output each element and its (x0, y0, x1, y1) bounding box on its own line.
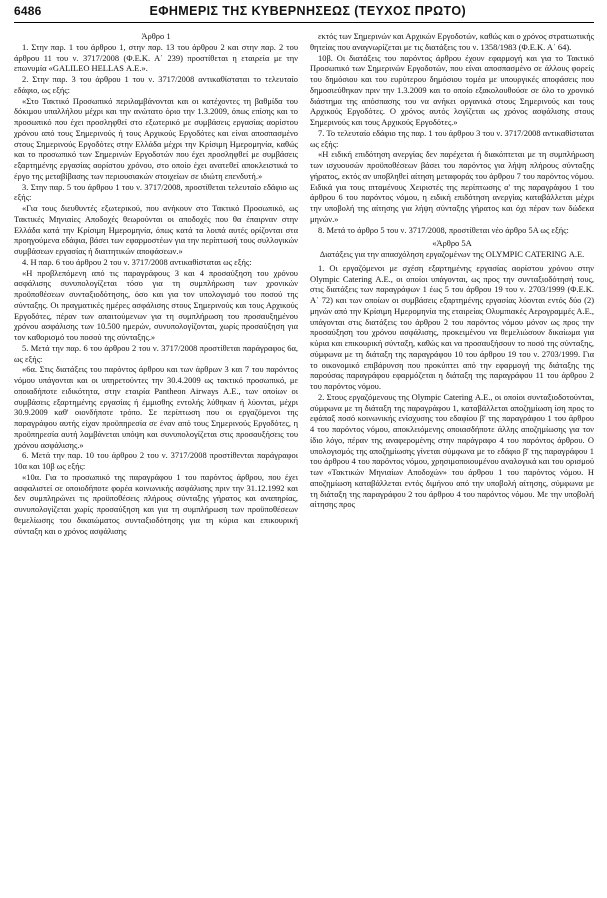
paragraph: «10α. Για το προσωπικό της παραγράφου 1 του παρόντος άρθρου, που έχει ασφαλιστεί σε οποιοδήποτε φορέα κοινωνικής ασφάλισης πριν την 31.12.1992 και δεν συμπληρώνει τις προϋποθέσεις πλήρους σύνταξης γήρατος και αναπηρίας, συνυπολογίζεται χωρίς προσαύξηση και για τη συμπλήρωση των προϋποθέσεων θεμελίωσης του δικαιώματος συνταξιοδότησης για τη κύρια και επικουρική σύνταξη και ο χρόνος ασφάλισης (14, 471, 298, 536)
left-column (14, 31, 298, 536)
paragraph: 6. Μετά την παρ. 10 του άρθρου 2 του ν. 3717/2008 προστίθενται παράγραφοι 10α και 10β ως εξής: (14, 450, 298, 471)
paragraph: 8. Μετά το άρθρο 5 του ν. 3717/2008, προστίθεται νέο άρθρο 5Α ως εξής: (318, 224, 569, 235)
article-5a-subtitle: Διατάξεις για την απασχόληση εργαζομένων της OLYMPIC CATERING Α.Ε. (319, 249, 585, 259)
gazette-title: ΕΦΗΜΕΡΙΣ ΤΗΣ ΚΥΒΕΡΝΗΣΕΩΣ (ΤΕΥΧΟΣ ΠΡΩΤΟ) (149, 4, 467, 18)
paragraph: «Για τους διευθυντές εξωτερικού, που ανήκουν στο Τακτικό Προσωπικό, ως Τακτικές Μηνιαίες Αποδοχές θεωρούνται οι αποδοχές που θα έπαιρναν στην Ελλάδα κατά την Κρίσιμη Ημερομηνία, όπως κατά τα λοιπά αυτές ορίζονται στα προηγούμενα εδάφια, βάσει των εφαρμοστέων για την περίπτωσή τους συλλογικών συμβάσεων εργασίας ή διαιτητικών αποφάσεων.» (14, 203, 298, 256)
paragraph: 5. Μετά την παρ. 6 του άρθρου 2 του ν. 3717/2008 προστίθεται παράγραφος 6α, ως εξής: (14, 342, 298, 364)
paragraph: «Η ειδική επιδότηση ανεργίας δεν παρέχεται ή διακόπτεται με τη συμπλήρωση των ισχυουσών προϋποθέσεων βάσει του παρόντος για λήψη πλήρους σύνταξης γήρατος, εκτός αν υποβληθεί αίτηση μεταφοράς του άρθρου 7 του παρόντος νόμου. Ειδικά για τους ιπταμένους Χειριστές της περίπτωσης α' της παραγράφου 1 του άρθρου 6 του παρόντος νόμου, η ειδική επιδότηση ανεργίας καταβάλλεται μέχρι την υποβολή της αίτησης για λήψη σύνταξης γήρατος και όχι πέραν των δώδεκα μηνών.» (310, 149, 594, 224)
paragraph: «Η προβλεπόμενη από τις παραγράφους 3 και 4 προσαύξηση του χρόνου ασφάλισης συνυπολογίζεται τόσο για τη συμπλήρωση των χρονικών προϋποθέσεων συνταξιοδότησης, όσο και για τον υπολογισμό του ποσού της σύνταξης. Οι πραγματικές ημέρες ασφάλισης στους Σημερινούς και τους Αρχικούς Εργοδότες, πέραν των απαιτούμενων για τη συμπλήρωση του προσαυξημένου χρόνου ασφάλισης των 10.500 ημερών, συνυπολογίζονται, χωρίς προσαύξηση για τον καθορισμό του ποσού της σύνταξης.» (14, 267, 298, 342)
page-number: 6486 (14, 4, 42, 18)
paragraph: «6α. Στις διατάξεις του παρόντος άρθρου και των άρθρων 3 και 7 του παρόντος νόμου υπάγονται και οι υπηρετούντες την 30.4.2009 ως τακτικό προσωπικό, με οποιαδήποτε ειδικότητα, στην εταιρία Pantheon Airways Α.Ε., των οποίων οι συμβάσεις εξαρτημένης εργασίας ή έμμισθης εντολής λύθηκαν ή λύονται, μέχρι 30.9.2009 καθ' οιονδήποτε τρόπο. Σε περίπτωση που οι εργαζόμενοι της παραγράφου αυτής είχαν προϋπηρεσία σε έναν από τους Σημερινούς Εργοδότες, η προϋπηρεσία αυτή λαμβάνεται υπόψη και συνυπολογίζεται στις προσαυξήσεις του χρόνου ασφάλισης.» (14, 364, 298, 450)
paragraph: εκτός των Σημερινών και Αρχικών Εργοδοτών, καθώς και ο χρόνος στρατιωτικής θητείας που αναγνωρίζεται με τις διατάξεις του ν. 1358/1983 (Φ.Ε.Κ. Α΄ 64). (310, 31, 594, 52)
paragraph: 2. Στην παρ. 3 του άρθρου 1 του ν. 3717/2008 αντικαθίσταται το τελευταίο εδάφιο, ως εξής: (14, 74, 298, 95)
article-heading: Άρθρο 1 (141, 31, 171, 41)
paragraph: 1. Στην παρ. 1 του άρθρου 1, στην παρ. 13 του άρθρου 2 και στην παρ. 2 του άρθρου 11 του ν. 3717/2008 (Φ.Ε.Κ. Α΄ 239) προστίθεται η εταιρεία με την επωνυμία «GALILEO HELLAS Α.Ε.». (14, 41, 298, 74)
paragraph: 1. Οι εργαζόμενοι με σχέση εξαρτημένης εργασίας αορίστου χρόνου στην Olympic Catering Α.Ε., οι οποίοι υπάγονται, ως προς την συνταξιοδότησή τους, στις διατάξεις των παραγράφων 1 έως 5 του άρθρου 19 του ν. 2703/1999 (Φ.Ε.Κ. Α΄ 72) και των οποίων οι συμβάσεις εξαρτημένης εργασίας λύονται εντός δύο (2) μηνών από την Κρίσιμη Ημερομηνία της εταιρείας Ολυμπιακές Αερογραμμές Α.Ε., υπάγονται στις διατάξεις του άρθρου 2 του παρόντος νόμου μόνον ως προς την προσαύξηση του χρόνου ασφάλισης, προκειμένου να θεμελιώσουν δικαίωμα για κύρια και επικουρική σύνταξη, καθώς και να προσαυξήσουν το ποσό της σύνταξης, σύμφωνα με τη διάταξη της παραγράφου 10 του άρθρου 19 του ν. 2703/1999. Για το οικονομικό επιβάρυνση που προκύπτει από την εφαρμογή της διάταξης της παρούσας παραγράφου εφαρμόζεται η διάταξη της παραγράφου 11 του άρθρου 2 του παρόντος νόμου. (310, 262, 594, 391)
paragraph: «Στο Τακτικό Προσωπικό περιλαμβάνονται και οι κατέχοντες τη βαθμίδα του δόκιμου υπαλλήλου μέχρι και την ανώτατο όριο την 1.3.2009, όπως επίσης και το προσωπικό που έχει προσληφθεί στο εξωτερικό με συμβάσεις εργασίας αορίστου χρόνου από τους Σημερινούς ή τους Αρχικούς Εργοδότες και είναι αποσπασμένο στους Σημερινούς Εργοδότες στην Ελλάδα μέχρι την Κρίσιμη Ημερομηνία, καθώς και το προσωπικό των Σημερινών Εργοδοτών που έχει προσληφθεί με συμβάσεις εξαρτημένης εργασίας αορίστου χρόνου, στο οποίο έχει ανατεθεί αποκλειστικά το έργο της μεταβίβασης των περιουσιακών στοιχείων σε ιδιώτη επενδυτή.» (14, 95, 298, 181)
paragraph: 10β. Οι διατάξεις του παρόντος άρθρου έχουν εφαρμογή και για το Τακτικό Προσωπικό των Σημερινών Εργοδοτών, που είναι αποσπασμένο σε άλλους φορείς του δημόσιου και του ευρύτερου δημόσιου τομέα με υπουργικές αποφάσεις που δημοσιεύθηκαν πριν την 1.3.2009 και το οποίο εξακολουθούσε σε όλο το χρονικό διάστημα της απόσπασης του να ανήκει οργανικά στους Σημερινούς και τους Αρχικούς Εργοδότες. Ο χρόνος αυτός λογίζεται ως χρόνος ασφάλισης στους Σημερινούς και τους Αρχικούς Εργοδότες.» (310, 52, 594, 127)
page-header (14, 4, 594, 23)
article-5a-heading: «Άρθρο 5Α (432, 238, 472, 249)
paragraph: 7. Το τελευταίο εδάφιο της παρ. 1 του άρθρου 3 του ν. 3717/2008 αντικαθίσταται ως εξής: (310, 127, 594, 149)
text-columns (14, 31, 594, 536)
paragraph: 3. Στην παρ. 5 του άρθρου 1 του ν. 3717/2008, προστίθεται τελευταίο εδάφιο ως εξής: (14, 181, 298, 203)
right-column (310, 31, 594, 536)
paragraph: 4. Η παρ. 6 του άρθρου 2 του ν. 3717/2008 αντικαθίσταται ως εξής: (22, 256, 252, 267)
paragraph: 2. Στους εργαζόμενους της Olympic Catering Α.Ε., οι οποίοι συνταξιοδοτούνται, σύμφωνα με τη διάταξη της παραγράφου 1, καταβάλλεται αποζημίωση ίση προς το εφάπαξ ποσό κοινωνικής ενίσχυσης του εδαφίου β' της παραγράφου 1 του άρθρου 4 του παρόντος νόμου, αποκλειόμενης οποιασδήποτε άλλης αποζημίωσης για τον ίδιο λόγο, πέραν της αναφερομένης στην παράγραφο 4 του παρόντος άρθρου. Ο υπολογισμός της αποζημίωσης γίνεται σύμφωνα με το εδάφιο β' της παραγράφου 1 του άρθρου 4 του παρόντος νόμου, χρησιμοποιουμένου αναλογικά και του ορισμού των «Τακτικών Μηνιαίων Αποδοχών» του άρθρου 1 του παρόντος νόμου. Η αποζημίωση καταβάλλεται εντός διμήνου από την υποβολή αίτησης, σύμφωνα με τη διάταξη της παραγράφου 2 του άρθρου 4 του παρόντος νόμου. Με την υποβολή αίτησης προς (310, 391, 594, 510)
